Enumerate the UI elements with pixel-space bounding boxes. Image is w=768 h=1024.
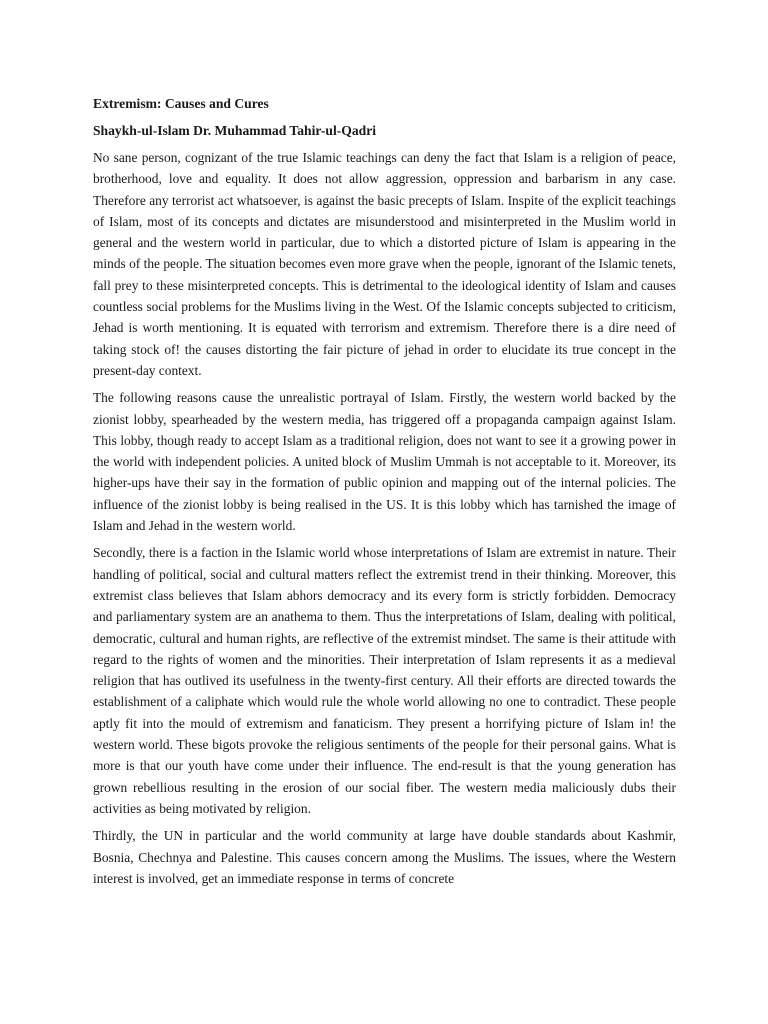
paragraph-4: Thirdly, the UN in particular and the world community at large have double standards about Kashmir, Bosnia, Chechnya and Palestine. This causes concern among the Muslims. The issues, where the Western interest is involved, get an immediate response in terms of concrete	[93, 828, 676, 886]
paragraph-2: The following reasons cause the unrealistic portrayal of Islam. Firstly, the western world backed by the zionist lobby, spearheaded by the western media, has triggered off a propaganda campaign against Islam. This lobby, though ready to accept Islam as a traditional religion, does not want to see it a growing power in the world with independent policies. A united block of Muslim Ummah is not acceptable to it. Moreover, its higher-ups have their say in the formation of public opinion and mapping out of the internal policies. The influence of the zionist lobby is being realised in the US. It is this lobby which has tarnished the image of Islam and Jehad in the western world.	[93, 390, 676, 534]
document-author: Shaykh-ul-Islam Dr. Muhammad Tahir-ul-Qadri	[93, 123, 377, 138]
paragraph-3: Secondly, there is a faction in the Islamic world whose interpretations of Islam are extremist in nature. Their handling of political, social and cultural matters reflect the extremist trend in their thinking. Moreover, this extremist class believes that Islam abhors democracy and its every form is strictly forbidden. Democracy and parliamentary system are an anathema to them. Thus the interpretations of Islam, dealing with political, democratic, cultural and human rights, are reflective of the extremist mindset. The same is their attitude with regard to the rights of women and the minorities. Their interpretation of Islam represents it as a medieval religion that has outlived its usefulness in the twenty-first century. All their efforts are directed towards the establishment of a caliphate which would rule the whole world allowing no one to contradict. These people aptly fit into the mould of extremism and fanaticism. They present a horrifying picture of Islam in! the western world. These bigots provoke the religious sentiments of the people for their personal gains. What is more is that our youth have come under their influence. The end-result is that the young generation has grown rebellious resulting in the erosion of our social fiber. The western media maliciously dubs their activities as being motivated by religion.	[93, 545, 676, 816]
document-body	[93, 94, 676, 895]
paragraph-1: No sane person, cognizant of the true Islamic teachings can deny the fact that Islam is a religion of peace, brotherhood, love and equality. It does not allow aggression, oppression and barbarism in any case. Therefore any terrorist act whatsoever, is against the basic precepts of Islam. Inspite of the explicit teachings of Islam, most of its concepts and dictates are misunderstood and misinterpreted in the Muslim world in general and the western world in particular, due to which a distorted picture of Islam is appearing in the minds of the people. The situation becomes even more grave when the people, ignorant of the Islamic tenets, fall prey to these misinterpreted concepts. This is detrimental to the ideological identity of Islam and causes countless social problems for the Muslims living in the West. Of the Islamic concepts subjected to criticism, Jehad is worth mentioning. It is equated with terrorism and extremism. Therefore there is a dire need of taking stock of! the causes distorting the fair picture of jehad in order to elucidate its true concept in the present-day context.	[93, 150, 676, 378]
document-title: Extremism: Causes and Cures	[93, 96, 269, 111]
